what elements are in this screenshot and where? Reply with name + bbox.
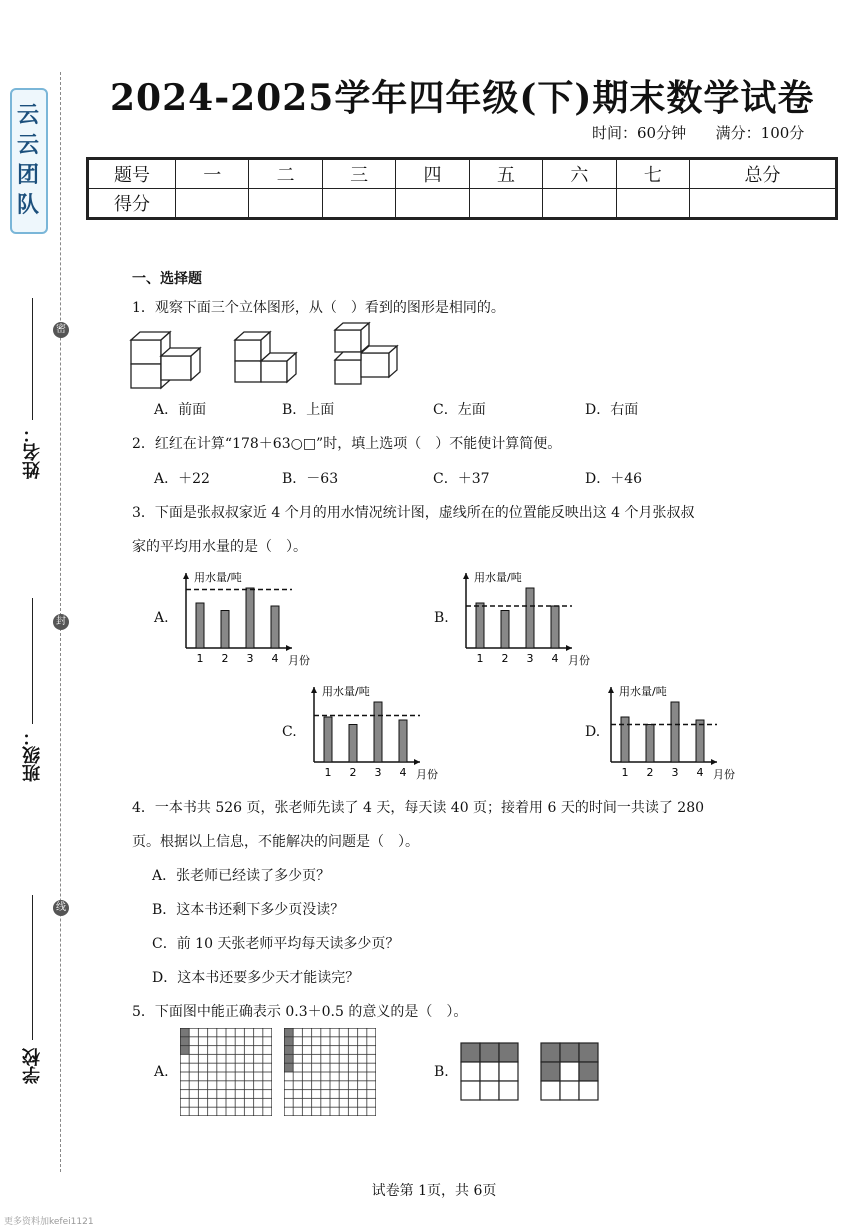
x-tick-label: 1	[621, 766, 629, 779]
bar	[551, 606, 559, 648]
watermark-text: 更多资料加kefei1121	[4, 1217, 94, 1227]
name-label: 姓名：	[22, 425, 43, 479]
score-table-score-row	[88, 189, 837, 219]
name-blank-line	[32, 298, 33, 420]
page-footer: 试卷第 1页，共 6页	[371, 1183, 497, 1199]
q1-option-d[interactable]: D．右面	[585, 402, 639, 418]
y-axis-arrow	[608, 687, 614, 693]
question-3-line1: 3．下面是张叔叔家近 4 个月的用水情况统计图，虚线所在的位置能反映出这 4 个月张叔叔	[132, 505, 695, 521]
score-table	[86, 157, 838, 220]
score-cell: 三	[322, 159, 395, 189]
bar	[476, 603, 484, 648]
q2-option-a[interactable]: A．＋22	[154, 471, 210, 487]
q5-option-b[interactable]: B.	[434, 1064, 449, 1080]
q5-grid-a1	[180, 1028, 272, 1116]
x-tick-label: 3	[526, 652, 534, 665]
bar	[221, 611, 229, 649]
q3-option-a[interactable]: A.	[154, 610, 169, 626]
score-input-cell[interactable]	[469, 189, 542, 219]
bar	[324, 717, 332, 762]
score-cell: 题号	[88, 159, 176, 189]
water-chart-c	[300, 679, 450, 783]
x-axis-label: 月份	[713, 768, 735, 781]
seal-mark-mi: 密	[53, 322, 69, 338]
bar	[646, 725, 654, 763]
score-cell: 总分	[690, 159, 837, 189]
x-tick-label: 2	[501, 652, 509, 665]
x-tick-label: 3	[246, 652, 254, 665]
q4-option-b[interactable]: B．这本书还剩下多少页没读？	[152, 902, 345, 918]
q3-option-c[interactable]: C.	[282, 724, 297, 740]
score-cell: 四	[396, 159, 469, 189]
y-axis-label: 用水量/吨	[322, 685, 370, 698]
q1-option-c[interactable]: C．左面	[433, 402, 486, 418]
x-axis-arrow	[286, 645, 292, 651]
x-tick-label: 1	[476, 652, 484, 665]
score-input-cell[interactable]	[249, 189, 322, 219]
bar	[671, 702, 679, 762]
q5-grid-b2	[540, 1042, 600, 1102]
bar	[374, 702, 382, 762]
school-label: 学校	[22, 1048, 43, 1084]
x-tick-label: 2	[646, 766, 654, 779]
x-tick-label: 4	[696, 766, 704, 779]
x-tick-label: 2	[349, 766, 357, 779]
q2-option-b[interactable]: B．－63	[282, 471, 339, 487]
q4-option-c[interactable]: C．前 10 天张老师平均每天读多少页？	[152, 936, 400, 952]
score-cell: 七	[616, 159, 689, 189]
x-tick-label: 3	[374, 766, 382, 779]
y-axis-label: 用水量/吨	[194, 571, 242, 584]
x-axis-label: 月份	[568, 654, 590, 667]
score-input-cell[interactable]	[396, 189, 469, 219]
water-chart-b	[452, 565, 602, 669]
x-axis-label: 月份	[416, 768, 438, 781]
y-axis-arrow	[311, 687, 317, 693]
bar	[246, 588, 254, 648]
q5-option-a[interactable]: A.	[154, 1064, 169, 1080]
x-axis-arrow	[711, 759, 717, 765]
y-axis-label: 用水量/吨	[619, 685, 667, 698]
x-tick-label: 1	[324, 766, 332, 779]
bar	[399, 720, 407, 762]
score-table-header-row	[88, 159, 837, 189]
x-tick-label: 4	[271, 652, 279, 665]
q3-option-d[interactable]: D.	[585, 724, 601, 740]
bar	[349, 725, 357, 763]
seal-mark-xian: 线	[53, 900, 69, 916]
exam-full-score: 满分：100分	[715, 124, 805, 142]
q1-option-a[interactable]: A．前面	[154, 402, 207, 418]
x-axis-arrow	[566, 645, 572, 651]
water-chart-d	[597, 679, 747, 783]
score-cell: 一	[176, 159, 249, 189]
water-chart-a	[172, 565, 322, 669]
question-4-line1: 4．一本书共 526 页，张老师先读了 4 天，每天读 40 页；接着用 6 天的时间一共读了 280	[132, 800, 705, 816]
question-1-text: 1．观察下面三个立体图形，从（ ）看到的图形是相同的。	[132, 300, 505, 316]
bar	[271, 606, 279, 648]
y-axis-arrow	[463, 573, 469, 579]
q1-option-b[interactable]: B．上面	[282, 402, 335, 418]
q4-option-a[interactable]: A．张老师已经读了多少页？	[152, 868, 331, 884]
exam-time: 时间：60分钟	[592, 124, 687, 142]
question-2-text: 2．红红在计算“178＋63○□”时，填上选项（ ）不能使计算简便。	[132, 436, 562, 452]
q4-option-d[interactable]: D．这本书还要多少天才能读完？	[152, 970, 360, 986]
exam-meta	[592, 122, 804, 143]
q5-grid-a2	[284, 1028, 376, 1116]
x-axis-label: 月份	[288, 654, 310, 667]
bar	[501, 611, 509, 649]
x-tick-label: 4	[399, 766, 407, 779]
bar	[196, 603, 204, 648]
score-input-cell[interactable]	[690, 189, 837, 219]
y-axis-arrow	[183, 573, 189, 579]
q1-cube-figures	[128, 320, 408, 392]
score-cell: 六	[543, 159, 616, 189]
q5-grid-b1	[460, 1042, 520, 1102]
q3-option-b[interactable]: B.	[434, 610, 449, 626]
score-input-cell[interactable]	[176, 189, 249, 219]
seal-mark-feng: 封	[53, 614, 69, 630]
x-tick-label: 1	[196, 652, 204, 665]
x-axis-arrow	[414, 759, 420, 765]
q2-option-c[interactable]: C．＋37	[433, 471, 490, 487]
class-label: 班级：	[22, 728, 43, 782]
bar	[696, 720, 704, 762]
question-3-line2: 家的平均用水量的是（ ）。	[132, 539, 307, 555]
x-tick-label: 3	[671, 766, 679, 779]
page-title: 2024-2025学年四年级(下)期末数学试卷	[110, 77, 815, 119]
logo-text: 云云团队	[16, 102, 39, 218]
score-cell: 五	[469, 159, 542, 189]
bar	[526, 588, 534, 648]
x-tick-label: 2	[221, 652, 229, 665]
school-blank-line	[32, 895, 33, 1040]
question-5-text: 5．下面图中能正确表示 0.3＋0.5 的意义的是（ ）。	[132, 1004, 468, 1020]
score-cell: 二	[249, 159, 322, 189]
score-cell: 得分	[88, 189, 176, 219]
x-tick-label: 4	[551, 652, 559, 665]
score-input-cell[interactable]	[543, 189, 616, 219]
class-blank-line	[32, 598, 33, 724]
q2-option-d[interactable]: D．＋46	[585, 471, 643, 487]
y-axis-label: 用水量/吨	[474, 571, 522, 584]
score-input-cell[interactable]	[616, 189, 689, 219]
section-title: 一、选择题	[132, 271, 202, 287]
question-4-line2: 页。根据以上信息，不能解决的问题是（ ）。	[132, 834, 419, 850]
score-input-cell[interactable]	[322, 189, 395, 219]
